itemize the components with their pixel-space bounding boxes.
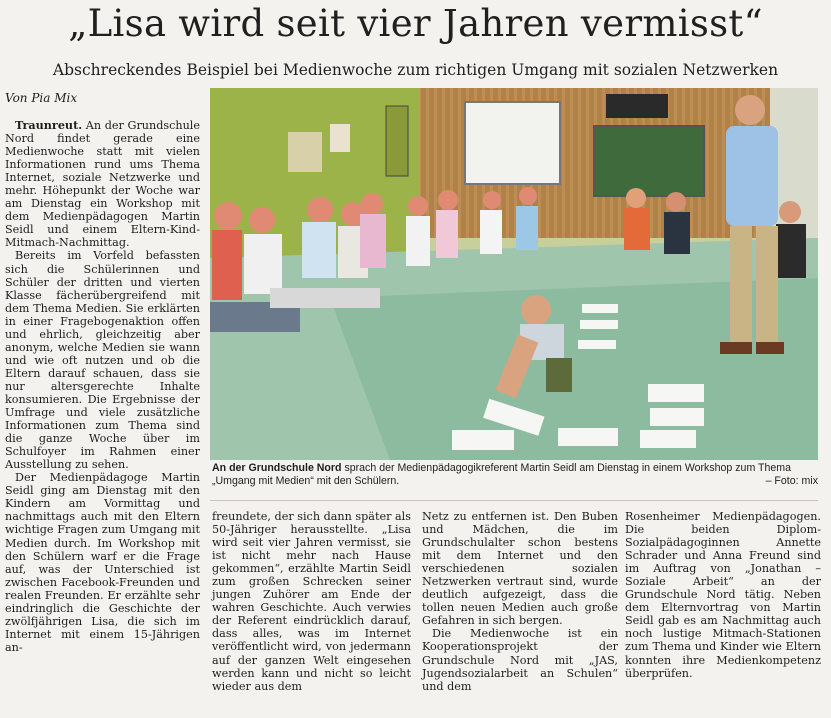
subheadline: Abschreckendes Beispiel bei Medienwoche zum richtigen Umgang mit sozialen Netzwerken [52, 61, 779, 79]
article-paragraph: Netz zu entfernen ist. Den Buben und Mädchen, die im Grundschulalter schon bestens mit dem Internet und den verschiedenen sozialen Netzwerken vertraut sind, wurde deutlich aufgezeigt, dass die tollen neuen Medien auch große Gefahren in sich bergen. [422, 510, 618, 628]
photo-caption [212, 462, 818, 488]
article-paragraph: Die Medienwoche ist ein Kooperationsprojekt der Grundschule Nord mit „JAS, Jugendsozialarbeit an Schulen“ und dem [422, 627, 618, 693]
article-paragraph [5, 119, 200, 249]
dateline: Traunreut. [15, 118, 83, 132]
caption-lead: An der Grundschule Nord [212, 462, 342, 474]
divider [210, 500, 818, 501]
article-column-4 [625, 510, 821, 680]
article-paragraph: freundete, der sich dann später als 50-Jähriger herausstellte. „Lisa wird seit vier Jahren vermisst, sie ist nicht mehr nach Hause gekommen“, erzählte Martin Seidl zum großen Schrecken seiner jungen Zuhörer am Ende der wahren Geschichte. Auch verwies der Referent eindrücklich darauf, dass alles, was im Internet veröffentlicht wird, von jedermann auf der ganzen Welt eingesehen werden kann und nicht so leicht wieder aus dem [212, 510, 411, 693]
headline: „Lisa wird seit vier Jahren vermisst“ [68, 2, 763, 45]
photo-credit: – Foto: mix [765, 475, 818, 487]
paragraph-text: An der Grundschule Nord findet gerade eine Medienwoche statt mit vielen Informationen rund ums Thema Internet, soziale Netzwerke und mehr. Höhepunkt der Woche war am Dienstag ein Workshop mit dem Medienpädagogen Martin Seidl und einem Eltern-Kind-Mitmach-Nachmittag. [5, 119, 200, 250]
article-column-1 [5, 119, 200, 654]
byline: Von Pia Mix [5, 91, 78, 105]
article-paragraph: Bereits im Vorfeld befassten sich die Schülerinnen und Schüler der dritten und vierten Klasse fächerübergreifend mit dem Thema Medien. Sie erklärten in einer Fragebogenaktion offen und ehrlich, gleichzeitig aber anonym, welche Medien sie wann und wie oft nutzen und ob die Eltern darauf schauen, dass sie nur altersgerechte Inhalte konsumieren. Die Ergebnisse der Umfrage und viele zusätzliche Informationen zum Thema sind die ganze Woche über im Schulfoyer im Rahmen einer Ausstellung zu sehen. [5, 249, 200, 472]
article-column-2 [212, 510, 411, 693]
article-paragraph: Der Medienpädagoge Martin Seidl ging am Dienstag mit den Kindern am Vormittag und nachmittags auch mit den Eltern wichtige Fragen zum Umgang mit Medien durch. Im Workshop mit den Schülern warf er die Frage auf, was der Unterschied ist zwischen Facebook-Freunden und realen Freunden. Er erzählte sehr eindringlich die Geschichte der zwölfjährigen Lisa, die sich im Internet mit einem 15-Jährigen an- [5, 471, 200, 654]
article-photo [210, 88, 818, 460]
caption-text: sprach der Medienpädagogikreferent Martin Seidl am Dienstag in einem Workshop zum Thema „Umgang mit Medien“ mit den Schülern. [212, 462, 791, 487]
article-paragraph: Rosenheimer Medienpädagogen. Die beiden Diplom-Sozialpädagoginnen Annette Schrader und Anna Freund sind im Auftrag von „Jonathan – Soziale Arbeit“ an der Grundschule Nord tätig. Neben dem Elternvortrag von Martin Seidl gab es am Nachmittag auch noch lustige Mitmach-Stationen zum Thema und Kinder wie Eltern konnten ihre Medienkompetenz überprüfen. [625, 510, 821, 680]
classroom-photo-illustration [210, 88, 818, 460]
article-column-3 [422, 510, 618, 693]
